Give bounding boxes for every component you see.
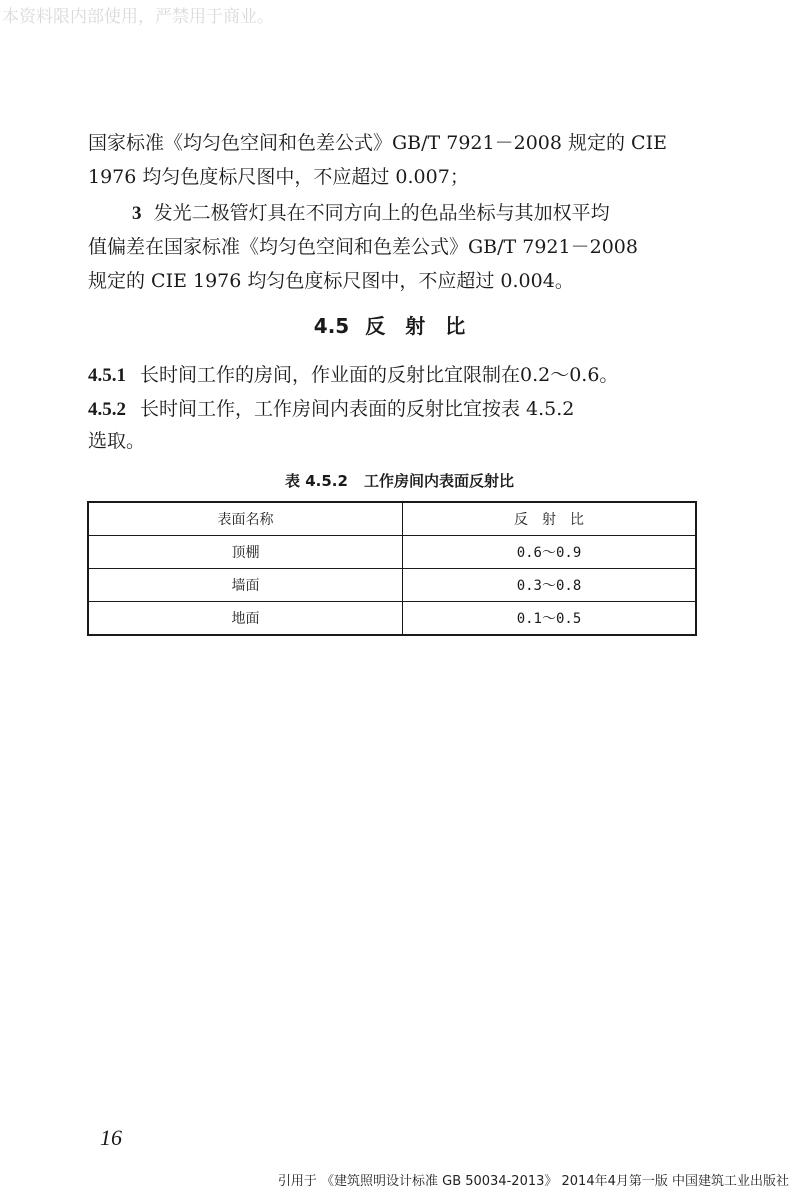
paragraph-line: 国家标准《均匀色空间和色差公式》GB/T 7921－2008 规定的 CIE xyxy=(88,132,667,154)
page-number: 16 xyxy=(100,1125,122,1150)
reflectance-table xyxy=(87,501,697,636)
clause-4-5-1 xyxy=(88,358,702,393)
surface-name-cell: 墙面 xyxy=(88,569,403,602)
table-caption-title: 工作房间内表面反射比 xyxy=(363,472,514,490)
item-3-line xyxy=(88,196,702,231)
surface-name-cell: 地面 xyxy=(88,602,403,636)
clause-text: 长时间工作的房间，作业面的反射比宜限制在0.2～0.6。 xyxy=(140,364,619,386)
citation-footer: 引用于 《建筑照明设计标准 GB 50034-2013》 2014年4月第一版 中国建筑工业出版社 xyxy=(277,1174,789,1189)
item-text: 发光二极管灯具在不同方向上的色品坐标与其加权平均 xyxy=(153,202,610,224)
reflectance-cell: 0.6～0.9 xyxy=(403,536,697,569)
table-row xyxy=(88,569,696,602)
reflectance-cell: 0.3～0.8 xyxy=(403,569,697,602)
table-caption-number: 表 4.5.2 xyxy=(285,472,348,490)
clause-number: 4.5.2 xyxy=(88,399,126,420)
section-heading xyxy=(0,310,799,342)
clause-text: 长时间工作，工作房间内表面的反射比宜按表 4.5.2 xyxy=(140,398,575,420)
table-header-row xyxy=(88,502,696,536)
table-row xyxy=(88,602,696,636)
item-3-line: 值偏差在国家标准《均匀色空间和色差公式》GB/T 7921－2008 xyxy=(88,236,638,258)
clause-continuation: 选取。 xyxy=(88,430,146,452)
table-caption xyxy=(0,470,799,492)
item-number: 3 xyxy=(132,203,142,224)
item-3-line: 规定的 CIE 1976 均匀色度标尺图中，不应超过 0.004。 xyxy=(88,270,574,292)
clause-number: 4.5.1 xyxy=(88,365,126,386)
surface-name-cell: 顶棚 xyxy=(88,536,403,569)
header-surface-name: 表面名称 xyxy=(88,502,403,536)
watermark-text: 本资料限内部使用，严禁用于商业。 xyxy=(2,7,274,27)
header-reflectance: 反射比 xyxy=(403,502,697,536)
paragraph-line: 1976 均匀色度标尺图中，不应超过 0.007； xyxy=(88,166,469,188)
section-title: 反射比 xyxy=(365,314,486,338)
reflectance-cell: 0.1～0.5 xyxy=(403,602,697,636)
table-row xyxy=(88,536,696,569)
clause-4-5-2 xyxy=(88,392,702,427)
section-number: 4.5 xyxy=(313,314,350,338)
